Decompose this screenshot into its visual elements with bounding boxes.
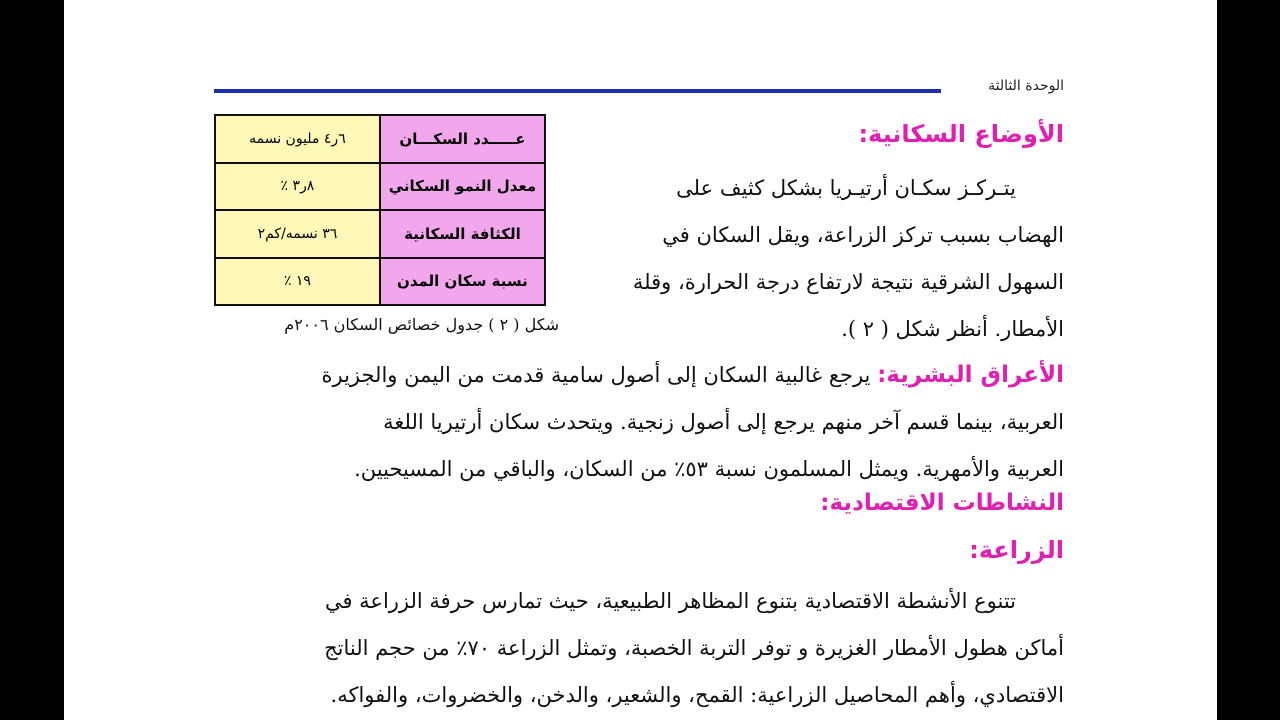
table-row: [215, 163, 545, 211]
table-row: [215, 115, 545, 163]
heading-population: الأوضاع السكانية:: [858, 120, 1064, 148]
paragraph-agriculture: [214, 578, 1064, 719]
table-value-cell: ١٩ ٪: [215, 258, 380, 306]
text-line: تتنوع الأنشطة الاقتصادية بتنوع المظاهر الطبيعية، حيث تمارس حرفة الزراعة في: [324, 589, 1016, 613]
book-page: [64, 0, 1217, 720]
table-caption: شكل ( ٢ ) جدول خصائص السكان ٢٠٠٦م: [284, 315, 559, 334]
table-value-cell: ٦ر٤ مليون نسمه: [215, 115, 380, 163]
table-value-cell: ٨ر٣ ٪: [215, 163, 380, 211]
table-label-cell: الكثافة السكانية: [380, 210, 545, 258]
population-table: [214, 114, 546, 306]
text-line: أماكن هطول الأمطار الغزيرة و توفر التربة الخصبة، وتمثل الزراعة ٧٠٪ من حجم الناتج: [324, 636, 1064, 660]
text-fragment: يرجع غالبية السكان إلى أصول سامية قدمت من اليمن والجزيرة: [321, 363, 871, 387]
table-value-cell: ٣٦ نسمه/كم٢: [215, 210, 380, 258]
text-line: السهول الشرقية نتيجة لارتفاع درجة الحرارة، وقلة: [632, 270, 1064, 294]
text-line: العربية والأمهرية. ويمثل المسلمون نسبة ٥٣٪ من السكان، والباقي من المسيحيين.: [354, 457, 1064, 481]
table-label-cell: نسبة سكان المدن: [380, 258, 545, 306]
header-rule: [214, 89, 941, 93]
text-line: الاقتصادي، وأهم المحاصيل الزراعية: القمح، والشعير، والدخن، والخضروات، والفواكه.: [330, 683, 1064, 707]
text-line: الأمطار. أنظر شكل ( ٢ ).: [841, 317, 1064, 341]
heading-races: الأعراق البشرية:: [877, 362, 1064, 388]
paragraph-population: [564, 165, 1064, 353]
text-line: الهضاب بسبب تركز الزراعة، ويقل السكان في: [662, 223, 1064, 247]
paragraph-races: [214, 352, 1064, 493]
table-row: [215, 210, 545, 258]
heading-agriculture: الزراعة:: [969, 536, 1064, 564]
table-label-cell: معدل النمو السكاني: [380, 163, 545, 211]
text-line: [214, 352, 1064, 399]
table-label-cell: عـــــدد السكـــان: [380, 115, 545, 163]
table-row: [215, 258, 545, 306]
unit-label: الوحدة الثالثة: [988, 78, 1064, 94]
text-line: يتـركـز سكـان أرتيـريا بشكل كثيف على: [676, 176, 1016, 200]
heading-economy: النشاطات الاقتصادية:: [820, 490, 1064, 516]
text-line: العربية، بينما قسم آخر منهم يرجع إلى أصول زنجية. ويتحدث سكان أرتيريا اللغة: [383, 410, 1064, 434]
